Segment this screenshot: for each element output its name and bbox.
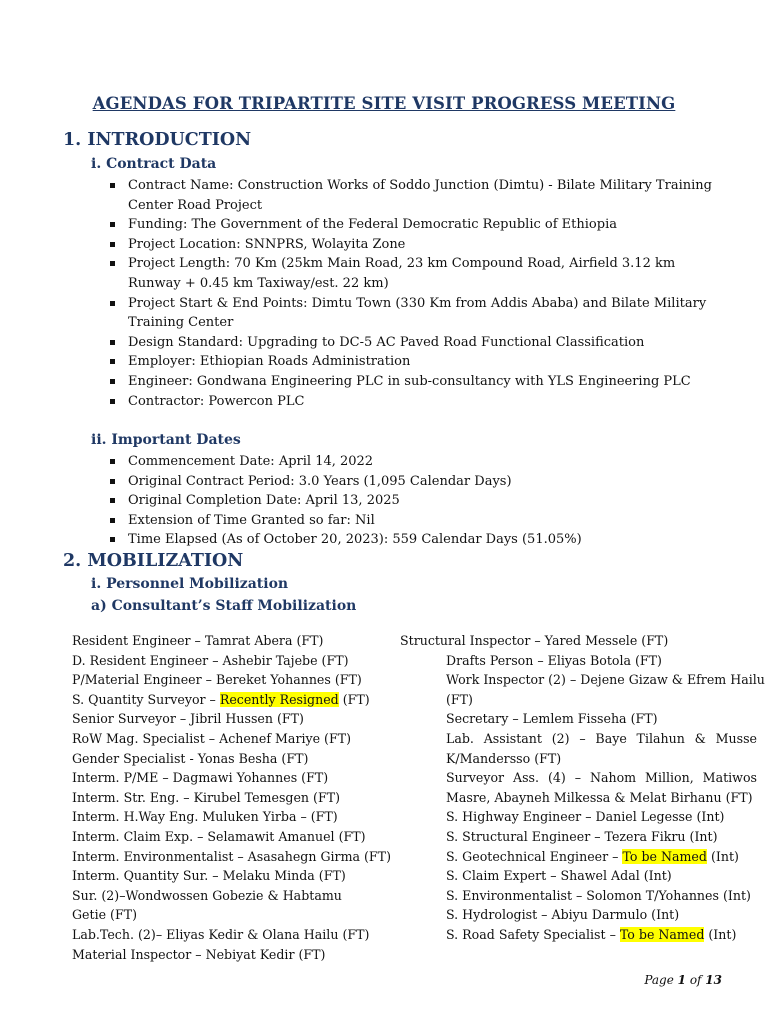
staff-entry: S. Highway Engineer – Daniel Legesse (Int) bbox=[446, 809, 725, 825]
staff-entry: Masre, Abayneh Milkessa & Melat Birhanu (FT) bbox=[446, 789, 753, 805]
staff-entry: S. Quantity Surveyor – Recently Resigned (FT) bbox=[72, 691, 370, 707]
staff-entry: Interm. Str. Eng. – Kirubel Temesgen (FT) bbox=[72, 789, 341, 805]
staff-entry: Structural Inspector – Yared Messele (FT) bbox=[400, 633, 669, 648]
highlighted-text: Recently Resigned bbox=[219, 691, 339, 707]
list-item: Design Standard: Upgrading to DC-5 AC Paved Road Functional Classification bbox=[108, 333, 718, 353]
staff-entry: Senior Surveyor – Jibril Hussen (FT) bbox=[72, 711, 304, 727]
staff-entry: K/Mandersso (FT) bbox=[446, 750, 562, 766]
important-dates-heading: ii. Important Dates bbox=[91, 432, 241, 448]
list-item: Funding: The Government of the Federal Democratic Republic of Ethiopia bbox=[108, 215, 718, 235]
staff-entry: Drafts Person – Eliyas Botola (FT) bbox=[446, 652, 662, 668]
staff-entry: Resident Engineer – Tamrat Abera (FT) bbox=[72, 633, 324, 648]
staff-entry: Secretary – Lemlem Fisseha (FT) bbox=[446, 711, 658, 727]
staff-entry: S. Claim Expert – Shawel Adal (Int) bbox=[446, 868, 672, 884]
staff-entry: Surveyor Ass. (4) – Nahom Million, Matiwos bbox=[446, 770, 757, 786]
staff-entry: Interm. P/ME – Dagmawi Yohannes (FT) bbox=[72, 770, 329, 786]
list-item: Engineer: Gondwana Engineering PLC in sub-consultancy with YLS Engineering PLC bbox=[108, 372, 718, 392]
staff-column-right bbox=[446, 651, 765, 945]
section-mobilization-heading: 2. MOBILIZATION bbox=[63, 551, 244, 571]
staff-entry: Lab.Tech. (2)– Eliyas Kedir & Olana Hailu (FT) bbox=[72, 926, 370, 942]
page-number: 1 bbox=[677, 973, 686, 987]
staff-entry: Sur. (2)–Wondwossen Gobezie & Habtamu bbox=[72, 887, 342, 903]
page-footer: Page 1 of 13 bbox=[644, 973, 722, 987]
list-item: Original Contract Period: 3.0 Years (1,095 Calendar Days) bbox=[108, 472, 718, 492]
personnel-mobilization-heading: i. Personnel Mobilization bbox=[91, 576, 289, 592]
list-item: Original Completion Date: April 13, 2025 bbox=[108, 491, 718, 511]
list-item: Contract Name: Construction Works of Soddo Junction (Dimtu) - Bilate Military Training Center Road Project bbox=[108, 176, 718, 215]
staff-entry: Gender Specialist - Yonas Besha (FT) bbox=[72, 750, 309, 766]
staff-entry: S. Structural Engineer – Tezera Fikru (Int) bbox=[446, 828, 718, 844]
list-item: Time Elapsed (As of October 20, 2023): 559 Calendar Days (51.05%) bbox=[108, 530, 718, 550]
list-item: Project Location: SNNPRS, Wolayita Zone bbox=[108, 235, 718, 255]
highlighted-text: To be Named bbox=[622, 848, 707, 864]
consultant-staff-heading: a) Consultant’s Staff Mobilization bbox=[91, 598, 357, 614]
staff-column-right-head bbox=[400, 631, 720, 651]
staff-entry: D. Resident Engineer – Ashebir Tajebe (FT) bbox=[72, 652, 349, 668]
staff-entry: Lab. Assistant (2) – Baye Tilahun & Musse bbox=[446, 730, 757, 746]
list-item: Contractor: Powercon PLC bbox=[108, 392, 718, 412]
contract-data-heading: i. Contract Data bbox=[91, 156, 217, 172]
document-title: AGENDAS FOR TRIPARTITE SITE VISIT PROGRESS MEETING bbox=[92, 94, 676, 113]
staff-entry: Interm. Environmentalist – Asasahegn Girma (FT) bbox=[72, 848, 391, 864]
section-introduction-heading: 1. INTRODUCTION bbox=[63, 130, 252, 150]
staff-entry: RoW Mag. Specialist – Achenef Mariye (FT) bbox=[72, 730, 352, 746]
staff-entry: Interm. Claim Exp. – Selamawit Amanuel (FT) bbox=[72, 828, 366, 844]
staff-entry: S. Hydrologist – Abiyu Darmulo (Int) bbox=[446, 907, 680, 923]
staff-entry: P/Material Engineer – Bereket Yohannes (FT) bbox=[72, 672, 362, 688]
contract-data-list bbox=[108, 176, 718, 411]
staff-entry: S. Road Safety Specialist – To be Named (Int) bbox=[446, 926, 737, 942]
list-item: Commencement Date: April 14, 2022 bbox=[108, 452, 718, 472]
highlighted-text: To be Named bbox=[619, 926, 705, 942]
staff-entry: S. Geotechnical Engineer – To be Named (Int) bbox=[446, 848, 739, 864]
staff-entry: S. Environmentalist – Solomon T/Yohannes (Int) bbox=[446, 887, 751, 903]
important-dates-list bbox=[108, 452, 718, 550]
staff-entry: Work Inspector (2) – Dejene Gizaw & Efrem Hailu bbox=[446, 672, 765, 688]
list-item: Employer: Ethiopian Roads Administration bbox=[108, 352, 718, 372]
staff-entry: Interm. Quantity Sur. – Melaku Minda (FT) bbox=[72, 868, 346, 884]
page-total: 13 bbox=[705, 973, 722, 987]
list-item: Extension of Time Granted so far: Nil bbox=[108, 511, 718, 531]
list-item: Project Length: 70 Km (25km Main Road, 23 km Compound Road, Airfield 3.12 km Runway + 0.45 km Taxiway/est. 22 km) bbox=[108, 254, 718, 293]
staff-entry: Interm. H.Way Eng. Muluken Yirba – (FT) bbox=[72, 809, 338, 825]
list-item: Project Start & End Points: Dimtu Town (330 Km from Addis Ababa) and Bilate Military Training Center bbox=[108, 294, 718, 333]
staff-entry: Getie (FT) bbox=[72, 907, 138, 923]
staff-entry: Material Inspector – Nebiyat Kedir (FT) bbox=[72, 946, 326, 962]
staff-entry: (FT) bbox=[446, 691, 473, 707]
staff-column-left bbox=[72, 631, 390, 964]
